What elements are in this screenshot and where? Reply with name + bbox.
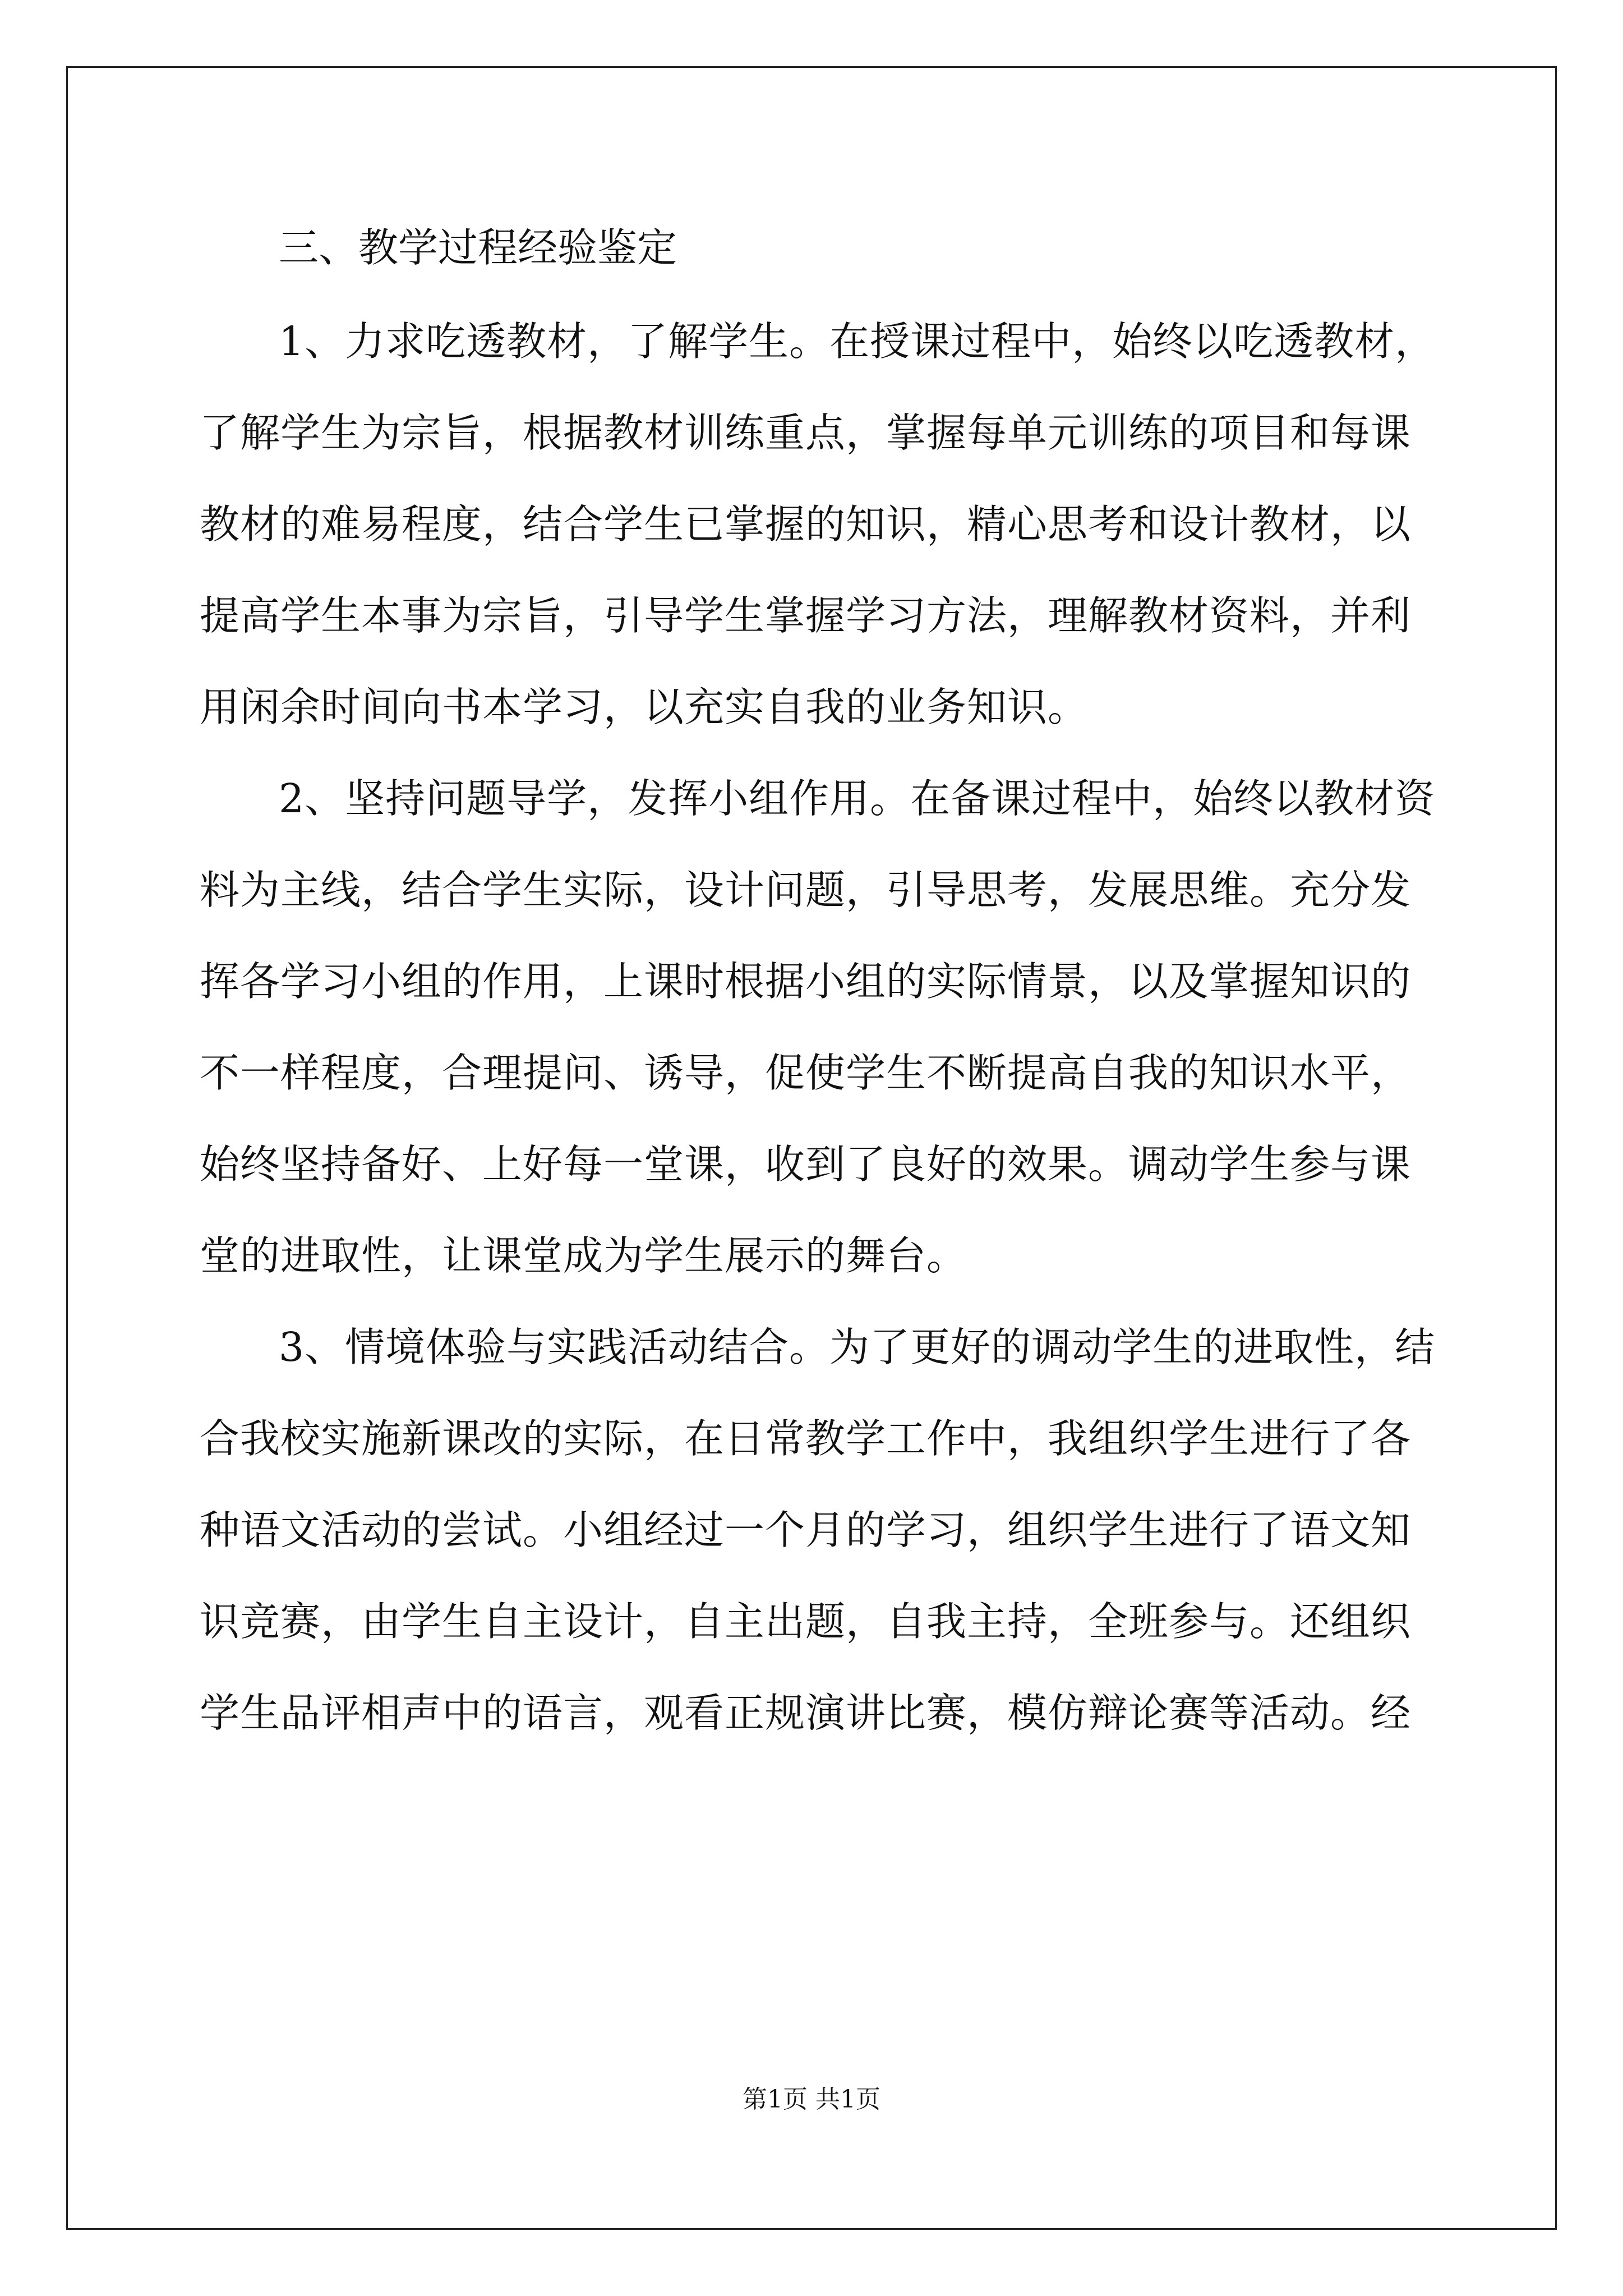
paragraph-2-line-4: 不一样程度，合理提问、诱导，促使学生不断提高自我的知识水平， bbox=[200, 1050, 1412, 1096]
paragraph-3-line-1: 3、情境体验与实践活动结合。为了更好的调动学生的进取性，结 bbox=[279, 1324, 1436, 1370]
paragraph-2-line-5: 始终坚持备好、上好每一堂课，收到了良好的效果。调动学生参与课 bbox=[200, 1141, 1412, 1188]
paragraph-3-line-5: 学生品评相声中的语言，观看正规演讲比赛，模仿辩论赛等活动。经 bbox=[200, 1690, 1412, 1736]
paragraph-1-line-5: 用闲余时间向书本学习，以充实自我的业务知识。 bbox=[200, 684, 1089, 730]
section-heading: 三、教学过程经验鉴定 bbox=[279, 224, 677, 271]
paragraph-2-line-6: 堂的进取性，让课堂成为学生展示的舞台。 bbox=[200, 1232, 967, 1279]
paragraph-2-line-1: 2、坚持问题导学，发挥小组作用。在备课过程中，始终以教材资 bbox=[279, 775, 1436, 822]
paragraph-3-line-4: 识竞赛，由学生自主设计，自主出题，自我主持，全班参与。还组织 bbox=[200, 1598, 1412, 1645]
paragraph-1-line-4: 提高学生本事为宗旨，引导学生掌握学习方法，理解教材资料，并利 bbox=[200, 592, 1412, 639]
page-number-footer: 第1页 共1页 bbox=[743, 2085, 880, 2114]
paragraph-1-line-3: 教材的难易程度，结合学生已掌握的知识，精心思考和设计教材，以 bbox=[200, 501, 1412, 547]
paragraph-2-line-2: 料为主线，结合学生实际，设计问题，引导思考，发展思维。充分发 bbox=[200, 867, 1412, 913]
paragraph-2-line-3: 挥各学习小组的作用，上课时根据小组的实际情景，以及掌握知识的 bbox=[200, 958, 1412, 1005]
paragraph-3-line-2: 合我校实施新课改的实际，在日常教学工作中，我组织学生进行了各 bbox=[200, 1415, 1412, 1462]
paragraph-1-line-2: 了解学生为宗旨，根据教材训练重点，掌握每单元训练的项目和每课 bbox=[200, 409, 1412, 456]
paragraph-1-line-1: 1、力求吃透教材，了解学生。在授课过程中，始终以吃透教材， bbox=[279, 318, 1436, 365]
paragraph-3-line-3: 种语文活动的尝试。小组经过一个月的学习，组织学生进行了语文知 bbox=[200, 1507, 1412, 1553]
